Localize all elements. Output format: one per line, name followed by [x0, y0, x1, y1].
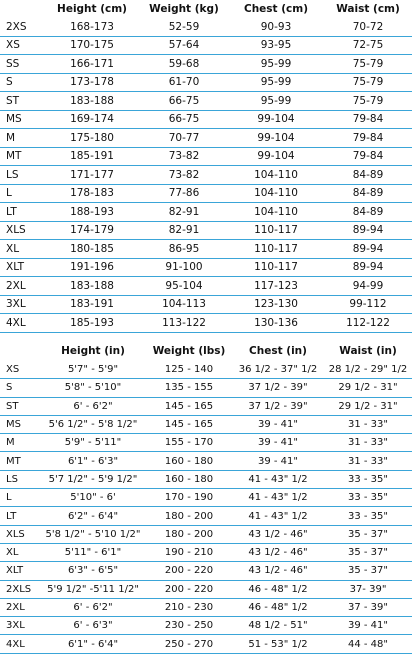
imperial-cell-weight: 160 - 180 [146, 470, 232, 488]
metric-cell-waist: 84-89 [324, 184, 412, 203]
imperial-cell-size: M [0, 434, 40, 452]
imperial-table-row [0, 397, 412, 415]
metric-cell-waist: 89-94 [324, 258, 412, 277]
imperial-cell-height: 6'1" - 6'3" [40, 452, 146, 470]
imperial-cell-size: XLS [0, 525, 40, 543]
metric-cell-waist: 70-72 [324, 18, 412, 36]
metric-cell-height: 188-193 [44, 203, 140, 222]
imperial-cell-size: LT [0, 507, 40, 525]
imperial-cell-size: LS [0, 470, 40, 488]
imperial-cell-chest: 46 - 48" 1/2 [232, 598, 324, 616]
imperial-cell-size: 2XL [0, 598, 40, 616]
metric-table-row [0, 36, 412, 55]
metric-cell-height: 183-188 [44, 92, 140, 111]
metric-header-chest: Chest (cm) [244, 3, 308, 15]
imperial-cell-weight: 160 - 180 [146, 452, 232, 470]
imperial-cell-waist: 31 - 33" [324, 415, 412, 433]
metric-cell-weight: 77-86 [140, 184, 228, 203]
imperial-table-body [0, 361, 412, 653]
imperial-cell-height: 5'9 1/2" -5'11 1/2" [40, 580, 146, 598]
metric-cell-height: 174-179 [44, 221, 140, 240]
metric-cell-height: 191-196 [44, 258, 140, 277]
metric-cell-weight: 113-122 [140, 314, 228, 333]
metric-table-row [0, 92, 412, 111]
imperial-cell-chest: 39 - 41" [232, 415, 324, 433]
metric-cell-size: LT [0, 203, 44, 222]
imperial-cell-weight: 230 - 250 [146, 617, 232, 635]
imperial-cell-height: 5'7" - 5'9" [40, 361, 146, 379]
imperial-cell-weight: 210 - 230 [146, 598, 232, 616]
metric-header-waist: Waist (cm) [336, 3, 400, 15]
metric-cell-weight: 59-68 [140, 55, 228, 74]
metric-header-weight: Weight (kg) [149, 3, 219, 15]
imperial-cell-chest: 43 1/2 - 46" [232, 562, 324, 580]
metric-cell-size: L [0, 184, 44, 203]
imperial-cell-weight: 200 - 220 [146, 580, 232, 598]
imperial-cell-height: 5'6 1/2" - 5'8 1/2" [40, 415, 146, 433]
imperial-table-row [0, 598, 412, 616]
imperial-cell-chest: 41 - 43" 1/2 [232, 507, 324, 525]
imperial-cell-waist: 37 - 39" [324, 598, 412, 616]
metric-cell-chest: 99-104 [228, 129, 324, 148]
metric-cell-size: XS [0, 36, 44, 55]
metric-cell-height: 168-173 [44, 18, 140, 36]
imperial-cell-weight: 200 - 220 [146, 562, 232, 580]
imperial-cell-waist: 28 1/2 - 29" 1/2 [324, 361, 412, 379]
metric-cell-chest: 90-93 [228, 18, 324, 36]
metric-table-row [0, 18, 412, 36]
imperial-cell-size: L [0, 489, 40, 507]
metric-table-row [0, 295, 412, 314]
metric-cell-weight: 104-113 [140, 295, 228, 314]
imperial-cell-size: XS [0, 361, 40, 379]
metric-cell-chest: 93-95 [228, 36, 324, 55]
metric-cell-waist: 89-94 [324, 240, 412, 259]
imperial-cell-weight: 170 - 190 [146, 489, 232, 507]
metric-header-row [0, 0, 412, 18]
metric-cell-waist: 79-84 [324, 147, 412, 166]
metric-cell-size: 3XL [0, 295, 44, 314]
metric-table-row [0, 166, 412, 185]
metric-header-size [0, 0, 44, 18]
metric-cell-chest: 117-123 [228, 277, 324, 296]
metric-table-row [0, 55, 412, 74]
imperial-table-row [0, 361, 412, 379]
metric-cell-chest: 110-117 [228, 221, 324, 240]
imperial-size-table [0, 341, 412, 654]
imperial-table-row [0, 617, 412, 635]
metric-cell-chest: 104-110 [228, 203, 324, 222]
imperial-cell-size: XL [0, 543, 40, 561]
metric-cell-waist: 75-79 [324, 55, 412, 74]
imperial-header-weight: Weight (lbs) [152, 345, 226, 357]
metric-table-row [0, 184, 412, 203]
imperial-cell-waist: 44 - 48" [324, 635, 412, 653]
imperial-cell-weight: 125 - 140 [146, 361, 232, 379]
metric-cell-weight: 70-77 [140, 129, 228, 148]
imperial-cell-weight: 190 - 210 [146, 543, 232, 561]
metric-cell-size: XLT [0, 258, 44, 277]
metric-cell-height: 183-191 [44, 295, 140, 314]
imperial-table-row [0, 635, 412, 653]
imperial-cell-weight: 155 - 170 [146, 434, 232, 452]
imperial-cell-waist: 29 1/2 - 31" [324, 379, 412, 397]
metric-cell-size: LS [0, 166, 44, 185]
imperial-cell-height: 6'2" - 6'4" [40, 507, 146, 525]
metric-cell-waist: 112-122 [324, 314, 412, 333]
imperial-cell-waist: 33 - 35" [324, 489, 412, 507]
metric-cell-height: 183-188 [44, 277, 140, 296]
metric-cell-size: 2XS [0, 18, 44, 36]
imperial-header-row [0, 341, 412, 361]
imperial-cell-height: 5'7 1/2" - 5'9 1/2" [40, 470, 146, 488]
metric-cell-waist: 89-94 [324, 221, 412, 240]
metric-cell-size: MS [0, 110, 44, 129]
metric-cell-weight: 95-104 [140, 277, 228, 296]
imperial-cell-size: 4XL [0, 635, 40, 653]
metric-cell-waist: 75-79 [324, 92, 412, 111]
metric-cell-chest: 130-136 [228, 314, 324, 333]
metric-cell-weight: 86-95 [140, 240, 228, 259]
metric-cell-weight: 82-91 [140, 221, 228, 240]
imperial-cell-size: MS [0, 415, 40, 433]
imperial-cell-height: 5'8" - 5'10" [40, 379, 146, 397]
imperial-table-row [0, 434, 412, 452]
metric-header-height: Height (cm) [57, 3, 127, 15]
imperial-cell-size: S [0, 379, 40, 397]
imperial-cell-height: 5'9" - 5'11" [40, 434, 146, 452]
imperial-cell-weight: 145 - 165 [146, 397, 232, 415]
metric-cell-height: 185-191 [44, 147, 140, 166]
imperial-cell-waist: 31 - 33" [324, 452, 412, 470]
metric-cell-weight: 52-59 [140, 18, 228, 36]
metric-cell-weight: 73-82 [140, 166, 228, 185]
imperial-cell-height: 6' - 6'2" [40, 397, 146, 415]
imperial-header-size [0, 341, 40, 361]
metric-cell-chest: 99-104 [228, 147, 324, 166]
imperial-header-waist: Waist (in) [339, 345, 397, 357]
imperial-cell-weight: 180 - 200 [146, 525, 232, 543]
metric-cell-size: MT [0, 147, 44, 166]
imperial-header-chest: Chest (in) [249, 345, 307, 357]
imperial-cell-chest: 39 - 41" [232, 434, 324, 452]
metric-cell-weight: 57-64 [140, 36, 228, 55]
imperial-cell-waist: 39 - 41" [324, 617, 412, 635]
metric-table-row [0, 258, 412, 277]
metric-cell-size: 2XL [0, 277, 44, 296]
imperial-table-row [0, 470, 412, 488]
imperial-cell-height: 6' - 6'2" [40, 598, 146, 616]
metric-cell-chest: 110-117 [228, 258, 324, 277]
imperial-cell-waist: 35 - 37" [324, 562, 412, 580]
metric-cell-weight: 91-100 [140, 258, 228, 277]
imperial-cell-size: XLT [0, 562, 40, 580]
imperial-cell-chest: 48 1/2 - 51" [232, 617, 324, 635]
metric-cell-height: 171-177 [44, 166, 140, 185]
metric-cell-chest: 95-99 [228, 92, 324, 111]
imperial-cell-size: 2XLS [0, 580, 40, 598]
imperial-table-row [0, 562, 412, 580]
metric-cell-waist: 75-79 [324, 73, 412, 92]
imperial-table-row [0, 525, 412, 543]
metric-cell-waist: 79-84 [324, 110, 412, 129]
imperial-cell-weight: 145 - 165 [146, 415, 232, 433]
imperial-cell-height: 6'3" - 6'5" [40, 562, 146, 580]
imperial-cell-chest: 51 - 53" 1/2 [232, 635, 324, 653]
metric-cell-size: 4XL [0, 314, 44, 333]
imperial-cell-weight: 250 - 270 [146, 635, 232, 653]
metric-cell-size: SS [0, 55, 44, 74]
metric-table-row [0, 221, 412, 240]
metric-table-row [0, 277, 412, 296]
metric-cell-waist: 84-89 [324, 203, 412, 222]
metric-cell-size: ST [0, 92, 44, 111]
imperial-cell-waist: 35 - 37" [324, 543, 412, 561]
metric-cell-size: M [0, 129, 44, 148]
imperial-cell-height: 5'8 1/2" - 5'10 1/2" [40, 525, 146, 543]
metric-cell-height: 173-178 [44, 73, 140, 92]
metric-cell-waist: 99-112 [324, 295, 412, 314]
imperial-cell-height: 6'1" - 6'4" [40, 635, 146, 653]
metric-cell-size: XL [0, 240, 44, 259]
metric-cell-waist: 94-99 [324, 277, 412, 296]
imperial-cell-size: 3XL [0, 617, 40, 635]
metric-cell-height: 166-171 [44, 55, 140, 74]
imperial-cell-height: 6' - 6'3" [40, 617, 146, 635]
metric-table-row [0, 129, 412, 148]
imperial-cell-chest: 41 - 43" 1/2 [232, 470, 324, 488]
metric-cell-weight: 82-91 [140, 203, 228, 222]
imperial-cell-chest: 37 1/2 - 39" [232, 397, 324, 415]
metric-cell-height: 170-175 [44, 36, 140, 55]
metric-table-body [0, 18, 412, 332]
metric-cell-chest: 95-99 [228, 73, 324, 92]
metric-cell-weight: 73-82 [140, 147, 228, 166]
imperial-cell-height: 5'11" - 6'1" [40, 543, 146, 561]
imperial-cell-waist: 33 - 35" [324, 470, 412, 488]
imperial-cell-waist: 29 1/2 - 31" [324, 397, 412, 415]
metric-cell-size: S [0, 73, 44, 92]
imperial-cell-chest: 36 1/2 - 37" 1/2 [232, 361, 324, 379]
imperial-cell-size: MT [0, 452, 40, 470]
metric-cell-chest: 99-104 [228, 110, 324, 129]
imperial-cell-chest: 46 - 48" 1/2 [232, 580, 324, 598]
imperial-cell-size: ST [0, 397, 40, 415]
metric-table-row [0, 110, 412, 129]
imperial-table-row [0, 543, 412, 561]
metric-cell-height: 175-180 [44, 129, 140, 148]
metric-cell-weight: 66-75 [140, 110, 228, 129]
metric-cell-chest: 110-117 [228, 240, 324, 259]
imperial-cell-height: 5'10" - 6' [40, 489, 146, 507]
metric-cell-height: 169-174 [44, 110, 140, 129]
imperial-cell-waist: 35 - 37" [324, 525, 412, 543]
metric-table-row [0, 314, 412, 333]
imperial-cell-weight: 180 - 200 [146, 507, 232, 525]
metric-cell-chest: 95-99 [228, 55, 324, 74]
imperial-table-row [0, 379, 412, 397]
imperial-cell-waist: 31 - 33" [324, 434, 412, 452]
metric-cell-waist: 79-84 [324, 129, 412, 148]
imperial-cell-chest: 43 1/2 - 46" [232, 543, 324, 561]
metric-cell-height: 178-183 [44, 184, 140, 203]
imperial-table-row [0, 489, 412, 507]
imperial-table-row [0, 452, 412, 470]
metric-cell-height: 185-193 [44, 314, 140, 333]
metric-cell-chest: 104-110 [228, 166, 324, 185]
metric-cell-weight: 61-70 [140, 73, 228, 92]
imperial-cell-chest: 37 1/2 - 39" [232, 379, 324, 397]
metric-cell-chest: 123-130 [228, 295, 324, 314]
metric-cell-height: 180-185 [44, 240, 140, 259]
metric-table-row [0, 147, 412, 166]
metric-table-row [0, 73, 412, 92]
imperial-cell-chest: 43 1/2 - 46" [232, 525, 324, 543]
metric-cell-waist: 72-75 [324, 36, 412, 55]
imperial-cell-weight: 135 - 155 [146, 379, 232, 397]
imperial-table-row [0, 580, 412, 598]
metric-table-row [0, 203, 412, 222]
metric-cell-size: XLS [0, 221, 44, 240]
metric-cell-weight: 66-75 [140, 92, 228, 111]
metric-table-row [0, 240, 412, 259]
imperial-cell-chest: 39 - 41" [232, 452, 324, 470]
imperial-table-row [0, 415, 412, 433]
imperial-header-height: Height (in) [61, 345, 125, 357]
imperial-cell-chest: 41 - 43" 1/2 [232, 489, 324, 507]
metric-cell-chest: 104-110 [228, 184, 324, 203]
imperial-table-row [0, 507, 412, 525]
imperial-cell-waist: 33 - 35" [324, 507, 412, 525]
imperial-cell-waist: 37- 39" [324, 580, 412, 598]
metric-cell-waist: 84-89 [324, 166, 412, 185]
